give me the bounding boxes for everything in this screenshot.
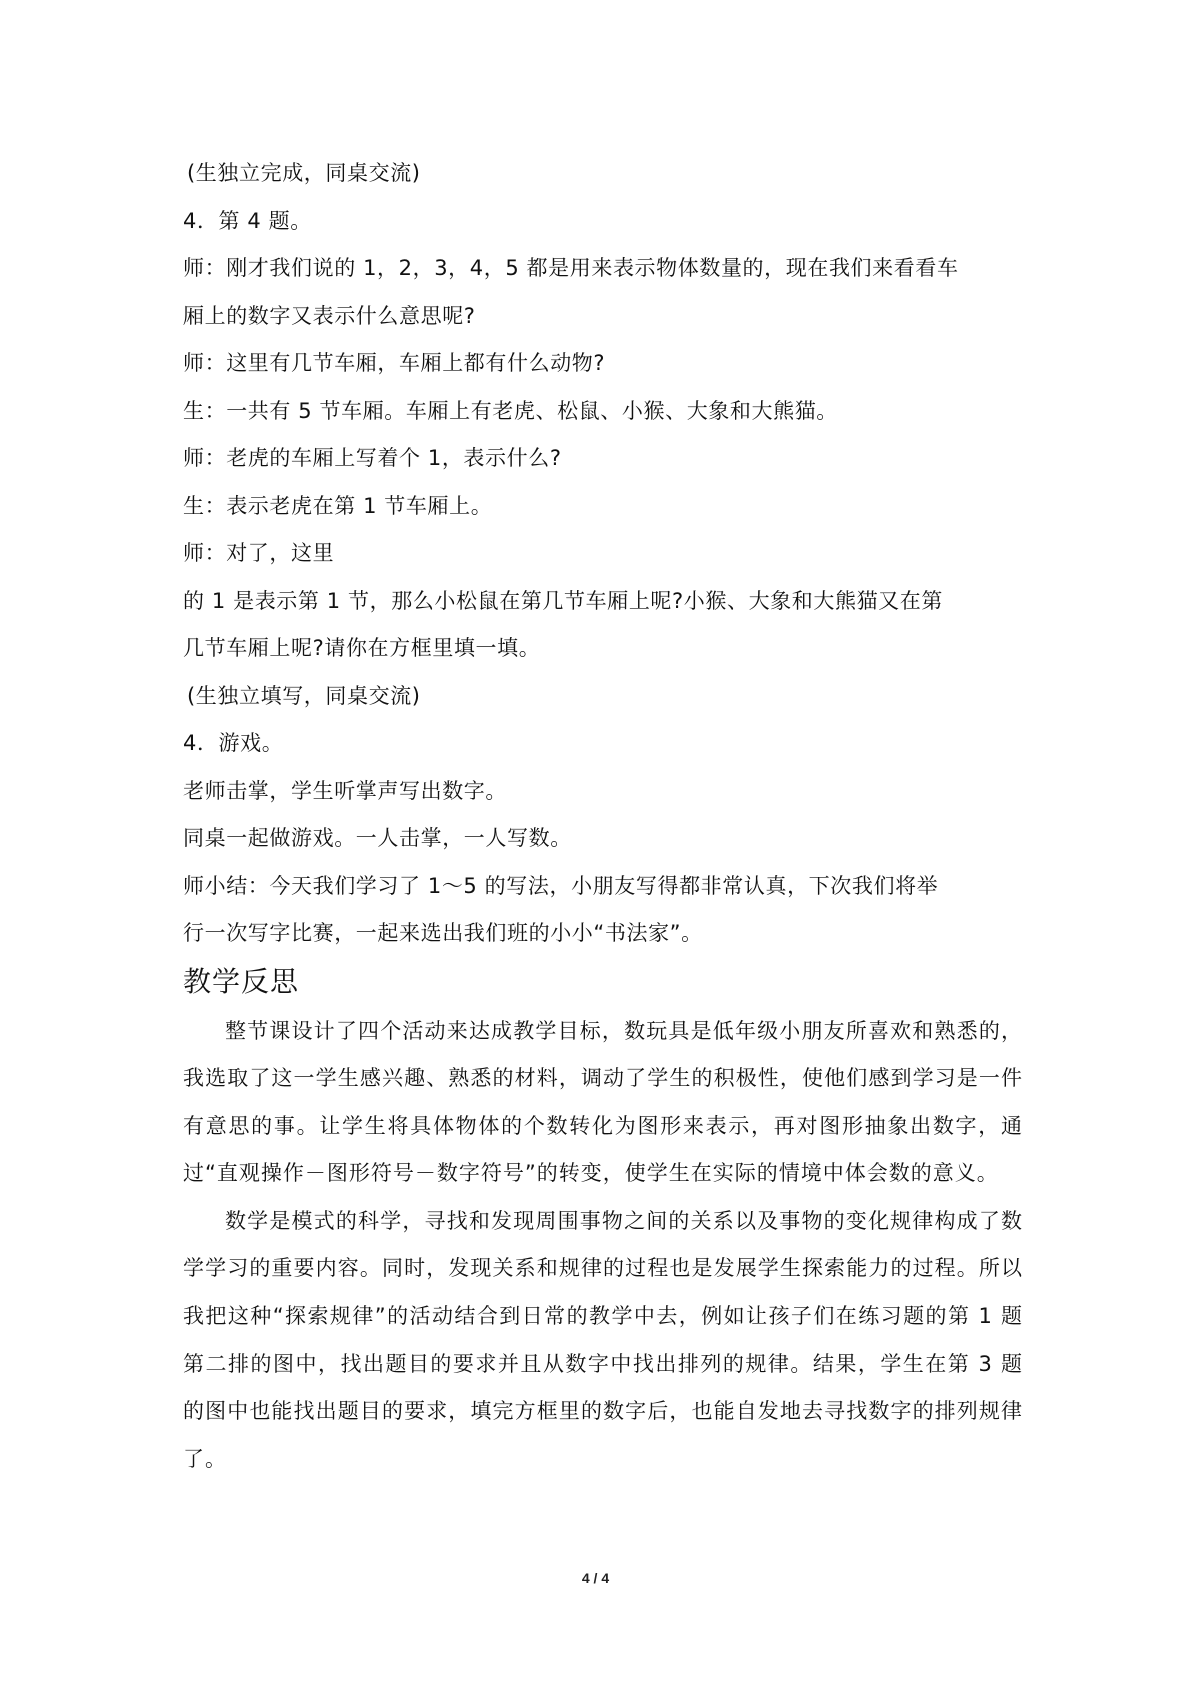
section-heading: 教学反思 [183, 964, 300, 998]
text-line: 同桌一起做游戏。一人击掌，一人写数。 [183, 826, 572, 850]
text-line: 师：对了，这里 [183, 541, 335, 565]
text-line: 4．第 4 题。 [183, 208, 312, 233]
text-line: (生独立填写，同桌交流) [187, 683, 421, 708]
text-line: 生：一共有 5 节车厢。车厢上有老虎、松鼠、小猴、大象和大熊猫。 [183, 398, 838, 423]
text-line: 师小结：今天我们学习了 1～5 的写法，小朋友写得都非常认真，下次我们将举 [183, 873, 939, 898]
text-line: 厢上的数字又表示什么意思呢? [183, 303, 476, 328]
document-body [183, 150, 1023, 1483]
text-line: 师：这里有几节车厢，车厢上都有什么动物? [183, 351, 606, 375]
text-line: 几节车厢上呢?请你在方框里填一填。 [183, 636, 541, 660]
text-line: 的 1 是表示第 1 节，那么小松鼠在第几节车厢上呢?小猴、大象和大熊猫又在第 [183, 588, 943, 613]
text-line: 师：老虎的车厢上写着个 1，表示什么? [183, 446, 562, 470]
text-line: 师：刚才我们说的 1，2，3，4，5 都是用来表示物体数量的，现在我们来看看车 [183, 256, 959, 280]
page-number: 4 / 4 [581, 1570, 610, 1586]
text-line: 4．游戏。 [183, 731, 284, 755]
text-line: (生独立完成，同桌交流) [187, 161, 421, 185]
text-line: 老师击掌，学生听掌声写出数字。 [183, 778, 507, 803]
reflection-paragraph: 数学是模式的科学，寻找和发现周围事物之间的关系以及事物的变化规律构成了数学学习的重要内容。同时，发现关系和规律的过程也是发展学生探索能力的过程。所以我把这种“探索规律”的活动结合到日常的教学中去，例如让孩子们在练习题的第 1 题第二排的图中，找出题目的要求并且从数字中找出排列的规律。结果，学生在第 3 题的图中也能找出题目的要求，填完方框里的数字后，也能自发地去寻找数字的排列规律了。 [183, 1208, 1023, 1471]
reflection-paragraph: 整节课设计了四个活动来达成教学目标，数玩具是低年级小朋友所喜欢和熟悉的，我选取了这一学生感兴趣、熟悉的材料，调动了学生的积极性，使他们感到学习是一件有意思的事。让学生将具体物体的个数转化为图形来表示，再对图形抽象出数字，通过“直观操作－图形符号－数字符号”的转变，使学生在实际的情境中体会数的意义。 [183, 1018, 1023, 1186]
text-line: 生：表示老虎在第 1 节车厢上。 [183, 493, 493, 518]
text-line: 行一次写字比赛，一起来选出我们班的小小“书法家”。 [183, 921, 703, 945]
